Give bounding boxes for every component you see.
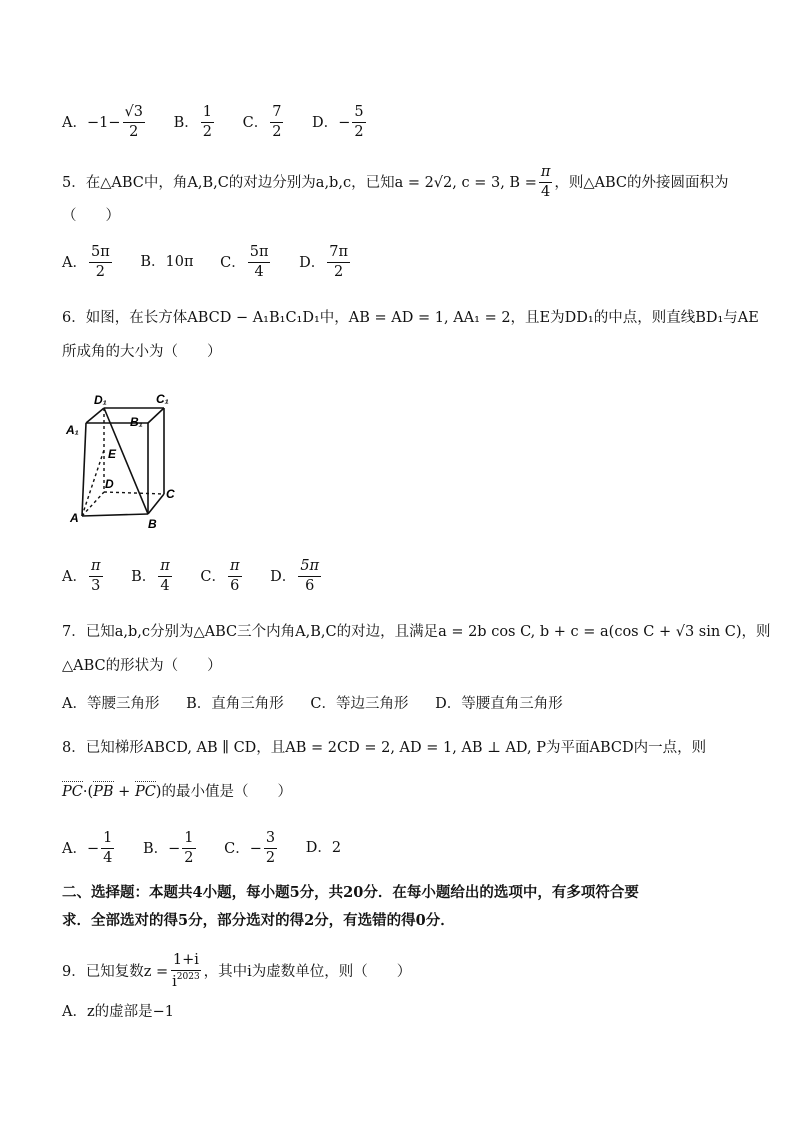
- q5-options: [62, 244, 374, 282]
- q7-stem-line2: △ABC的形状为（ ）: [62, 658, 222, 674]
- q6-option-a[interactable]: A． $\frac{\pi}{3}$: [62, 558, 101, 595]
- section2-heading-line1: 二、选择题：本题共4小题，每小题5分，共20分．在每小题给出的选项中，有多项符合要: [62, 884, 639, 901]
- q4-option-a[interactable]: A．−1− $\frac{√3}{2}$: [62, 104, 143, 141]
- q5-option-d[interactable]: D． $\frac{7\pi}{2}$: [299, 244, 348, 281]
- q5-stem: 5．在△ABC中，角A,B,C的对边分别为a,b,c，已知a = 2√2, c = 3, B = $\frac{\pi}{4}$ ，则△ABC的外接圆面积为: [62, 164, 729, 201]
- q7-option-c[interactable]: C．等边三角形: [310, 696, 409, 712]
- q7-option-d[interactable]: D．等腰直角三角形: [435, 696, 563, 712]
- q9-option-a[interactable]: A．z的虚部是−1: [62, 1004, 174, 1020]
- label-D: D: [105, 477, 114, 491]
- label-A1: A₁: [66, 423, 79, 437]
- label-C: C: [166, 487, 175, 501]
- q8-option-c[interactable]: C．− $\frac{3}{2}$: [224, 830, 276, 867]
- q8-stem-line1: 8．已知梯形ABCD, AB ∥ CD，且AB = 2CD = 2, AD = 1, AB ⊥ AD, P为平面ABCD内一点，则: [62, 740, 707, 756]
- label-B1: B₁: [130, 415, 143, 429]
- q5-option-b[interactable]: B．10π: [140, 254, 194, 271]
- section2-heading-line2: 求．全部选对的得5分，部分选对的得2分，有选错的得0分．: [62, 912, 455, 929]
- label-B: B: [148, 517, 157, 531]
- vector-pc-2: PC: [134, 784, 156, 800]
- q6-option-b[interactable]: B． $\frac{\pi}{4}$: [131, 558, 170, 595]
- cuboid-figure: [64, 388, 194, 538]
- label-C1: C₁: [156, 392, 169, 406]
- q7-option-a[interactable]: A．等腰三角形: [62, 696, 160, 712]
- q8-stem-line2: PC·(PB + PC)的最小值是（ ）: [62, 784, 292, 800]
- q4-option-c[interactable]: C． $\frac{7}{2}$: [242, 104, 282, 141]
- q6-stem-line2: 所成角的大小为（ ）: [62, 344, 222, 360]
- q6-option-d[interactable]: D． $\frac{5\pi}{6}$: [270, 558, 320, 595]
- q6-options: [62, 558, 345, 596]
- q4-option-b[interactable]: B． $\frac{1}{2}$: [173, 104, 212, 141]
- q7-options: [62, 696, 585, 714]
- vector-pb: PB: [93, 784, 114, 800]
- q8-options: [62, 830, 363, 868]
- q6-option-c[interactable]: C． $\frac{\pi}{6}$: [200, 558, 240, 595]
- q6-stem-line1: 6．如图，在长方体ABCD − A₁B₁C₁D₁中，AB = AD = 1, AA₁ = 2，且E为DD₁的中点，则直线BD₁与AE: [62, 310, 759, 326]
- q4-option-d[interactable]: D．− $\frac{5}{2}$: [312, 104, 364, 141]
- vector-pc-1: PC: [62, 784, 83, 800]
- q5-option-a[interactable]: A． $\frac{5\pi}{2}$: [62, 244, 110, 281]
- q5-option-c[interactable]: C． $\frac{5\pi}{4}$: [220, 244, 269, 281]
- q4-options: [62, 104, 390, 142]
- q8-option-b[interactable]: B．− $\frac{1}{2}$: [142, 830, 194, 867]
- q8-option-d[interactable]: D．2: [305, 840, 342, 857]
- q7-option-b[interactable]: B．直角三角形: [186, 696, 284, 712]
- q8-option-a[interactable]: A．− $\frac{1}{4}$: [62, 830, 113, 867]
- q9-stem: 9．已知复数z = $\frac{1+i}{i^{2023}}$ ，其中i为虚数单位，则（ ）: [62, 952, 412, 991]
- q5-paren: （ ）: [62, 208, 120, 224]
- q7-stem-line1: 7．已知a,b,c分别为△ABC三个内角A,B,C的对边，且满足a = 2b cos C, b + c = a(cos C + √3 sin C)，则: [62, 624, 771, 640]
- label-D1: D₁: [94, 393, 107, 407]
- label-A: A: [70, 511, 79, 525]
- label-E: E: [108, 447, 117, 461]
